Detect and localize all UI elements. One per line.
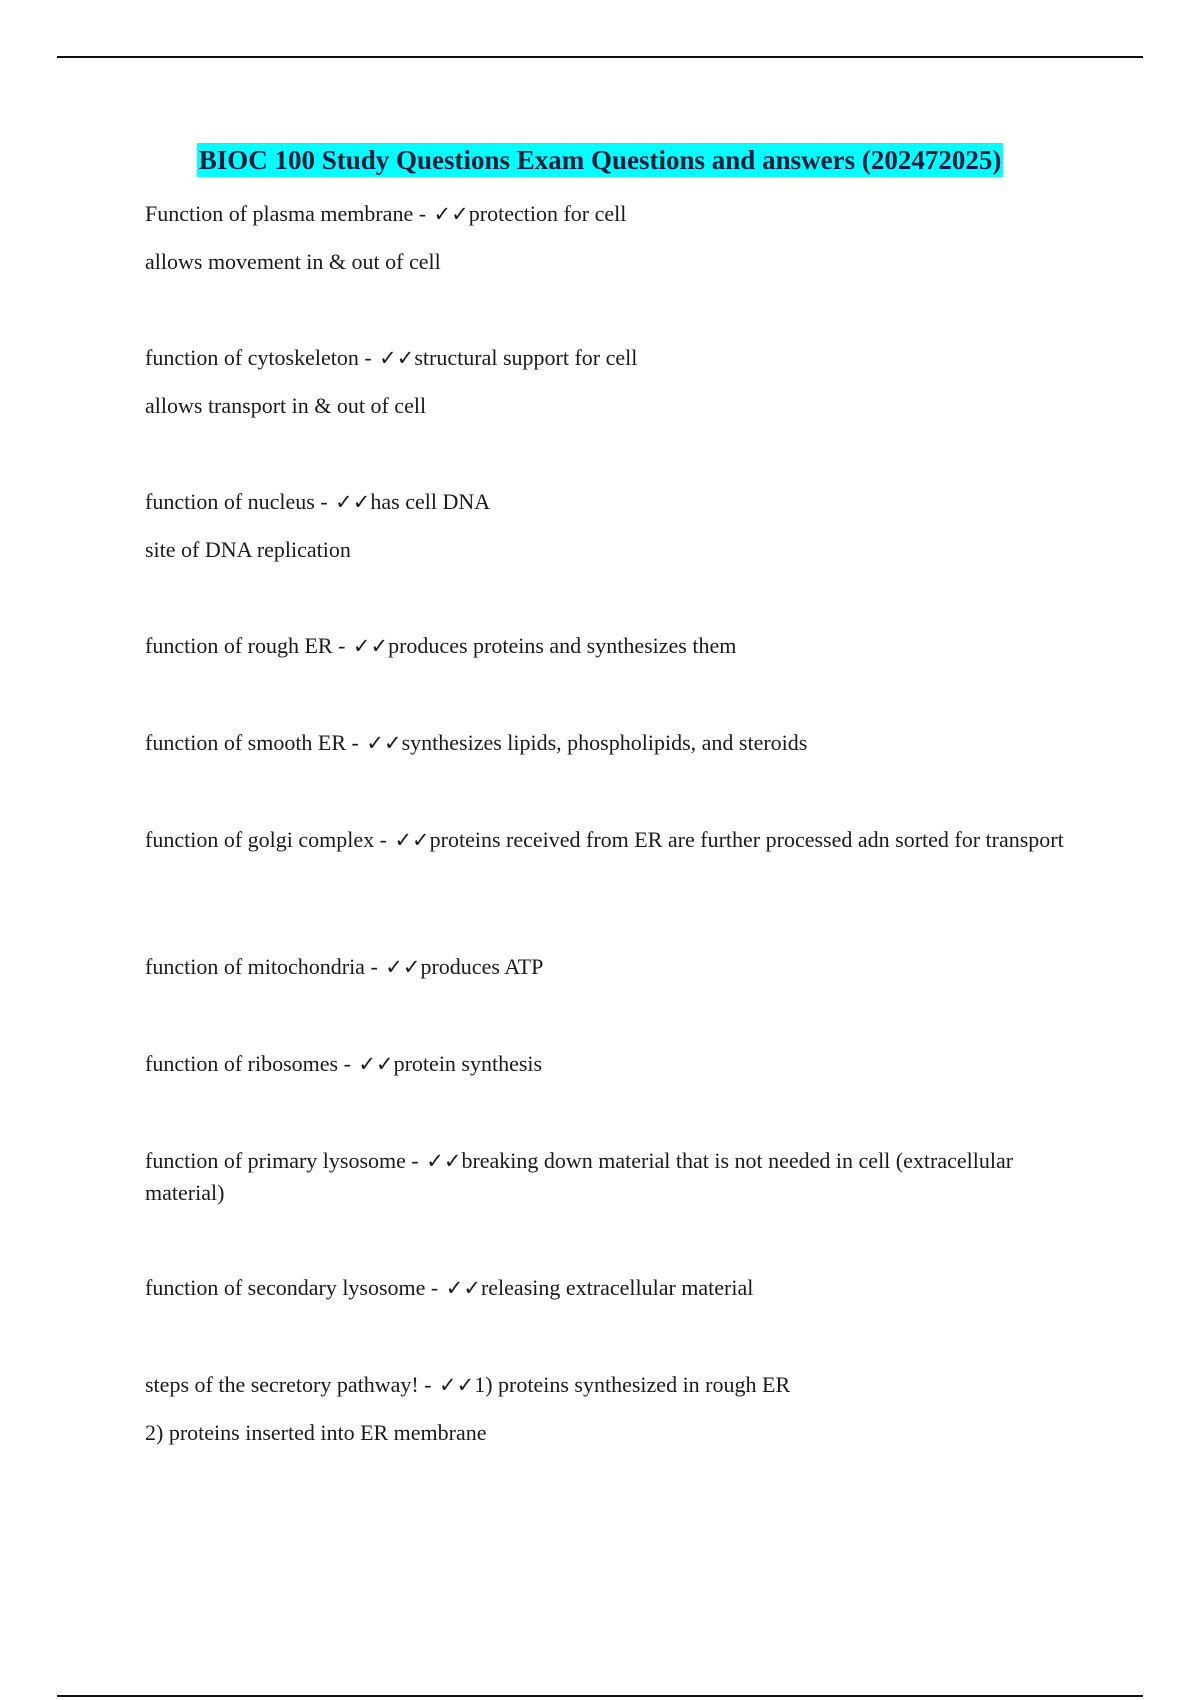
title-container (0, 143, 1200, 177)
question-text: function of cytoskeleton - (145, 345, 378, 370)
answer-text: 1) proteins synthesized in rough ER (474, 1372, 791, 1397)
question-text: function of secondary lysosome - (145, 1275, 444, 1300)
answer-text: protection for cell (468, 201, 627, 226)
answer-text: proteins received from ER are further processed adn sorted for transport (429, 827, 1064, 852)
answer-text: structural support for cell (414, 345, 638, 370)
answer-text: produces ATP (420, 954, 544, 979)
double-check-icon: ✓✓ (379, 346, 415, 370)
qa-first-line (145, 630, 1065, 662)
question-text: function of smooth ER - (145, 730, 365, 755)
qa-entry (145, 951, 1065, 983)
qa-entry (145, 727, 1065, 759)
double-check-icon: ✓✓ (439, 1373, 475, 1397)
qa-entry (145, 342, 1065, 421)
qa-entry (145, 486, 1065, 565)
qa-first-line (145, 1272, 1065, 1304)
double-check-icon: ✓✓ (385, 955, 421, 979)
question-text: function of primary lysosome - (145, 1148, 425, 1173)
bottom-rule (57, 1695, 1143, 1697)
question-text: function of rough ER - (145, 633, 351, 658)
answer-text: synthesizes lipids, phospholipids, and steroids (401, 730, 808, 755)
answer-extra-line: allows movement in & out of cell (145, 249, 441, 274)
answer-extra-line: allows transport in & out of cell (145, 393, 427, 418)
qa-entry (145, 1048, 1065, 1080)
qa-first-line (145, 824, 1065, 856)
answer-text: produces proteins and synthesizes them (388, 633, 737, 658)
answer-extra-line: site of DNA replication (145, 537, 351, 562)
double-check-icon: ✓✓ (352, 634, 389, 658)
qa-first-line (145, 951, 1065, 983)
qa-entry (145, 824, 1065, 856)
answer-text: releasing extracellular material (480, 1275, 754, 1300)
question-text: steps of the secretory pathway! - (145, 1372, 438, 1397)
double-check-icon: ✓✓ (445, 1276, 481, 1300)
document-title: BIOC 100 Study Questions Exam Questions and answers (202472025) (198, 145, 1002, 175)
double-check-icon: ✓✓ (426, 1149, 462, 1173)
qa-entry (145, 198, 1065, 277)
qa-first-line (145, 1048, 1065, 1080)
answer-extra-line: 2) proteins inserted into ER membrane (145, 1420, 487, 1445)
qa-first-line (145, 727, 1065, 759)
double-check-icon: ✓✓ (394, 828, 430, 852)
qa-entry (145, 1145, 1065, 1208)
double-check-icon: ✓✓ (366, 731, 402, 755)
question-text: function of nucleus - (145, 489, 334, 514)
qa-first-line (145, 198, 1065, 230)
double-check-icon: ✓✓ (335, 490, 371, 514)
qa-first-line (145, 1145, 1065, 1208)
qa-entry (145, 1272, 1065, 1304)
question-text: function of ribosomes - (145, 1051, 357, 1076)
qa-first-line (145, 1369, 1065, 1401)
answer-text: has cell DNA (370, 489, 491, 514)
qa-entry (145, 630, 1065, 662)
top-rule (57, 56, 1143, 58)
double-check-icon: ✓✓ (358, 1052, 394, 1076)
answer-text: protein synthesis (393, 1051, 543, 1076)
double-check-icon: ✓✓ (433, 202, 469, 226)
qa-first-line (145, 486, 1065, 518)
qa-first-line (145, 342, 1065, 374)
question-text: function of golgi complex - (145, 827, 393, 852)
question-text: function of mitochondria - (145, 954, 384, 979)
answer-text: breaking down material that is not needed in cell (extracellular material) (145, 1148, 1014, 1205)
qa-entry (145, 1369, 1065, 1448)
question-text: Function of plasma membrane - (145, 201, 432, 226)
